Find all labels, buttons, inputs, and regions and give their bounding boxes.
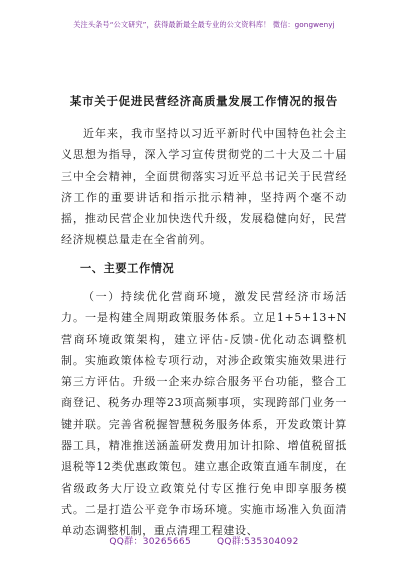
footer-qq-group-2: QQ群:535304092 [216, 537, 299, 547]
section-heading: 一、主要工作情况 [80, 262, 175, 275]
intro-paragraph: 近年来，我市坚持以习近平新时代中国特色社会主义思想为指导，深入学习宣传贯彻党的二十大及二十届三中全会精神，全面贯彻落实习近平总书记关于民营经济工作的重要讲话和指示批示精神，坚持两个毫不动摇，推动民营企业加快迭代升级，发展稳健向好，民营经济规模总量走在全省前列。 [61, 127, 347, 247]
document-title: 某市关于促进民营经济高质量发展工作情况的报告 [69, 94, 339, 108]
footer-promo [0, 534, 408, 547]
header-promo-text: 关注头条号“公文研究”，获得最新最全最专业的公文资料库！ 微信：gongwenyj [73, 20, 335, 29]
footer-qq-group-1: QQ群：30265665 [109, 537, 191, 547]
section-paragraph: （一）持续优化营商环境，激发民营经济市场活力。一是构建全周期政策服务体系。立足1+5+13+N营商环境政策架构，建立评估-反馈-优化动态调整机制。实施政策体检专项行动，对涉企政策实施效果进行第三方评估。升级一企来办综合服务平台功能，整合工商登记、税务办理等23项高频事项，实现跨部门业务一键并联。完善省税握智慧税务服务体系，开发政策计算器工具，精准推送涵盖研发费用加计扣除、增值税留抵退税等12类优惠政策包。建立惠企政策直通车制度，在省级政务大厅设立政策兑付专区推行免申即享服务模式。二是打造公平竞争市场环境。实施市场准入负面清单动态调整机制，重点清理工程建设、 [61, 290, 347, 538]
